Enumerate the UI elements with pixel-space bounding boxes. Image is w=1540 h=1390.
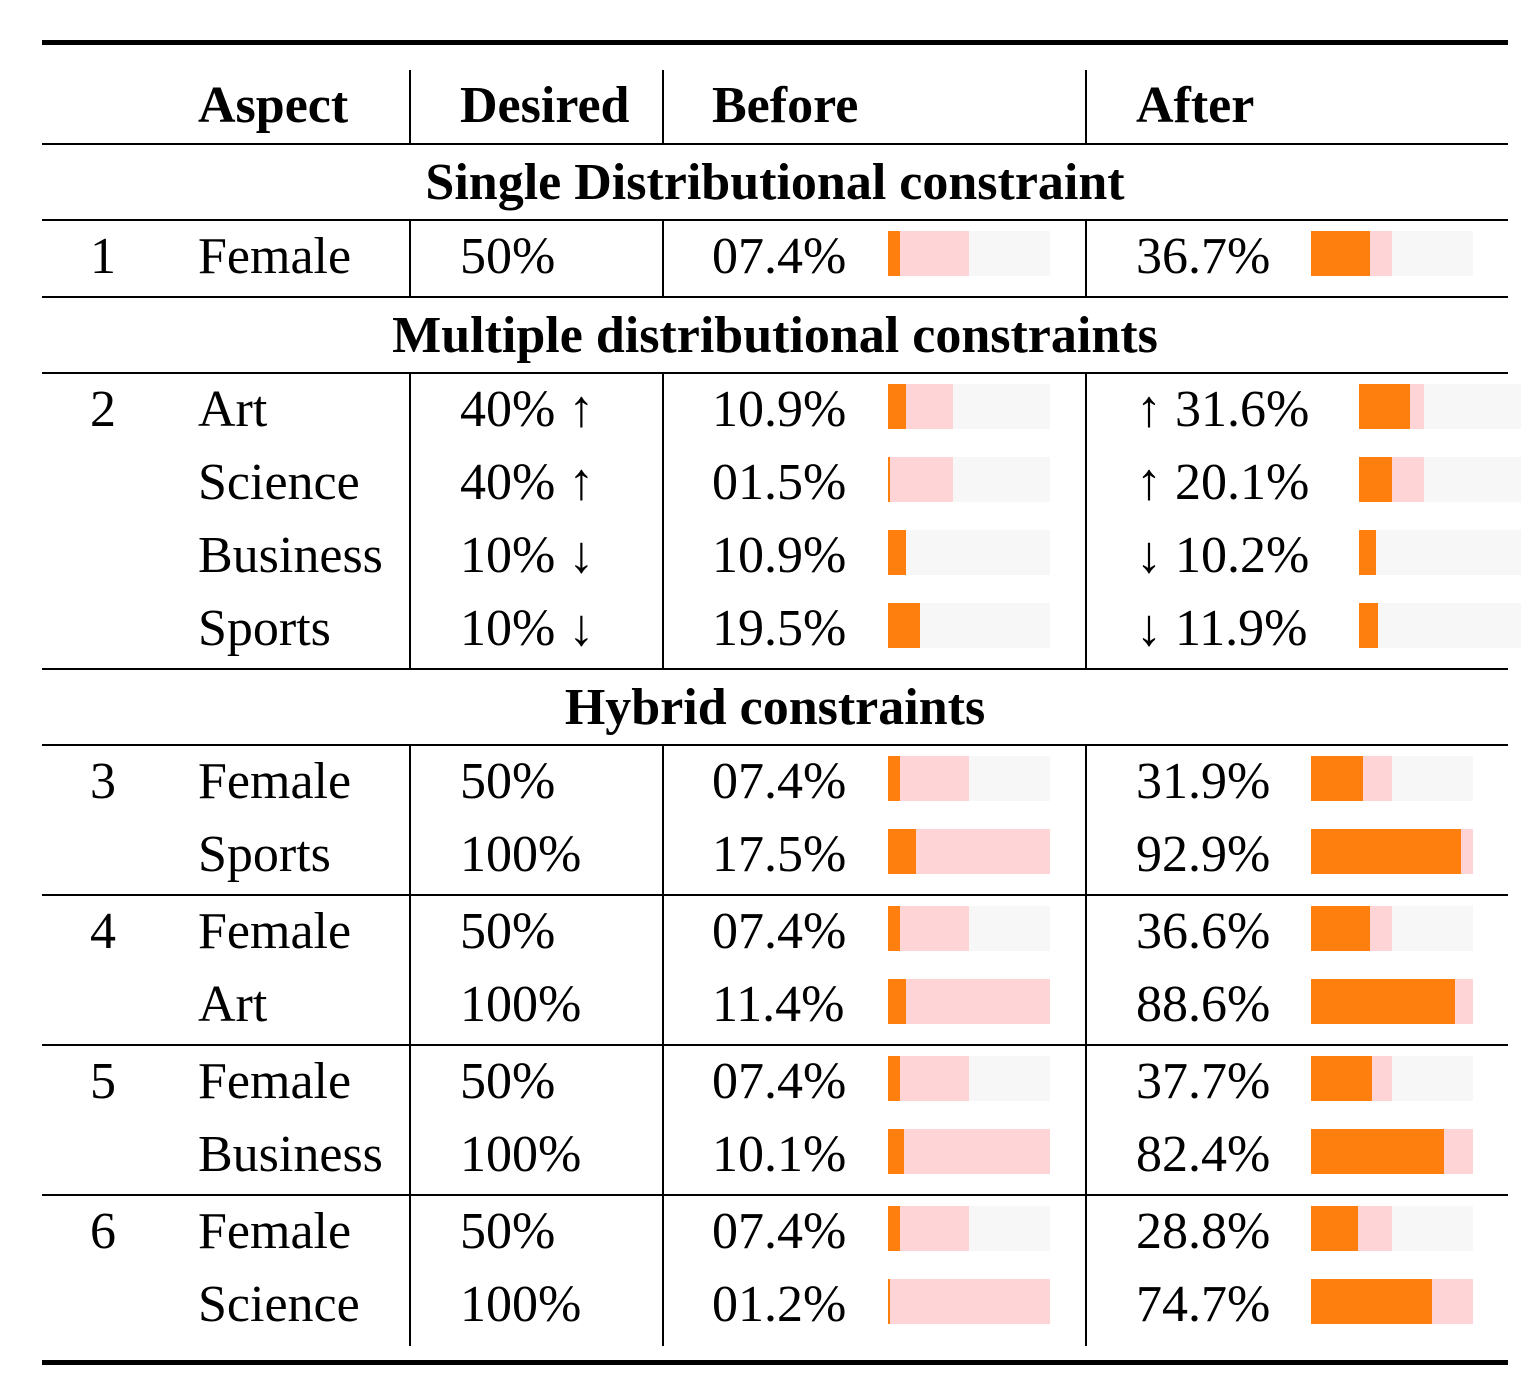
before-cell: 07.4% [712, 753, 847, 810]
after-cell: 37.7% [1136, 1053, 1271, 1110]
after-cell: 92.9% [1136, 826, 1271, 883]
aspect-cell: Female [198, 753, 352, 810]
before-bar-fill [888, 1129, 904, 1174]
after-bar-fill [1311, 231, 1370, 276]
before-bar-target [888, 979, 1050, 1024]
desired-cell: 10% ↓ [460, 527, 595, 584]
before-bar-target [888, 231, 969, 276]
after-bar-fill [1311, 906, 1370, 951]
before-cell: 11.4% [712, 976, 845, 1033]
after-bar-fill [1359, 457, 1392, 502]
after-bar-fill [1311, 979, 1455, 1024]
after-bar-fill [1359, 384, 1410, 429]
before-cell: 07.4% [712, 228, 847, 285]
header-before: Before [712, 77, 859, 134]
desired-cell: 100% [460, 1126, 582, 1183]
before-bar [888, 384, 1050, 429]
after-bar-fill [1311, 756, 1363, 801]
before-cell: 19.5% [712, 600, 847, 657]
before-bar [888, 1056, 1050, 1101]
after-bar [1359, 603, 1521, 648]
after-bar-fill [1311, 829, 1461, 874]
before-bar [888, 603, 1050, 648]
after-bar [1359, 530, 1521, 575]
aspect-cell: Art [198, 976, 268, 1033]
before-cell: 10.1% [712, 1126, 847, 1183]
after-bar [1311, 756, 1473, 801]
header-desired: Desired [460, 77, 630, 134]
col-divider [662, 221, 664, 298]
desired-cell: 50% [460, 903, 556, 960]
before-cell: 10.9% [712, 527, 847, 584]
after-bar-track [1359, 530, 1521, 575]
after-cell: 82.4% [1136, 1126, 1271, 1183]
desired-cell: 10% ↓ [460, 600, 595, 657]
after-cell: 31.9% [1136, 753, 1271, 810]
before-bar [888, 1279, 1050, 1324]
before-bar-fill [888, 979, 906, 1024]
after-bar [1311, 1279, 1473, 1324]
after-bar-fill [1359, 603, 1378, 648]
top-rule [42, 40, 1508, 45]
desired-cell: 100% [460, 826, 582, 883]
before-bar-fill [888, 1056, 900, 1101]
col-divider [1085, 374, 1087, 670]
after-bar-track [1359, 603, 1521, 648]
before-bar-fill [888, 756, 900, 801]
after-cell: 36.6% [1136, 903, 1271, 960]
before-bar-fill [888, 530, 906, 575]
before-bar [888, 457, 1050, 502]
desired-cell: 50% [460, 228, 556, 285]
group-rule [42, 1044, 1508, 1046]
row-group-id: 2 [90, 381, 116, 438]
before-bar-target [888, 1129, 1050, 1174]
aspect-cell: Female [198, 1053, 352, 1110]
aspect-cell: Business [198, 527, 383, 584]
after-cell: ↓ 11.9% [1136, 600, 1308, 657]
before-bar-target [888, 1279, 1050, 1324]
after-bar [1311, 1056, 1473, 1101]
col-divider [662, 1196, 664, 1346]
group-rule [42, 668, 1508, 670]
col-divider [409, 374, 411, 670]
after-bar [1311, 979, 1473, 1024]
section-title: Single Distributional constraint [425, 154, 1125, 211]
header-col-divider [662, 70, 664, 143]
after-bar [1311, 231, 1473, 276]
col-divider [1085, 1196, 1087, 1346]
aspect-cell: Female [198, 1203, 352, 1260]
after-bar [1311, 906, 1473, 951]
row-group-id: 1 [90, 228, 116, 285]
before-bar [888, 1206, 1050, 1251]
row-group-id: 3 [90, 753, 116, 810]
before-bar [888, 1129, 1050, 1174]
before-bar-track [888, 530, 1050, 575]
col-divider [662, 896, 664, 1046]
after-bar [1311, 829, 1473, 874]
before-bar [888, 829, 1050, 874]
before-bar-target [888, 457, 953, 502]
desired-cell: 40% ↑ [460, 454, 595, 511]
row-group-id: 5 [90, 1053, 116, 1110]
aspect-cell: Science [198, 1276, 360, 1333]
col-divider [1085, 221, 1087, 298]
desired-cell: 100% [460, 976, 582, 1033]
desired-cell: 100% [460, 1276, 582, 1333]
after-bar [1359, 384, 1521, 429]
before-bar-fill [888, 231, 900, 276]
col-divider [1085, 1046, 1087, 1196]
before-cell: 10.9% [712, 381, 847, 438]
aspect-cell: Art [198, 381, 268, 438]
desired-cell: 40% ↑ [460, 381, 595, 438]
col-divider [662, 374, 664, 670]
desired-cell: 50% [460, 1203, 556, 1260]
col-divider [409, 1046, 411, 1196]
after-cell: 28.8% [1136, 1203, 1271, 1260]
before-bar [888, 231, 1050, 276]
row-group-id: 4 [90, 903, 116, 960]
header-after: After [1136, 77, 1255, 134]
aspect-cell: Business [198, 1126, 383, 1183]
before-bar-fill [888, 603, 920, 648]
section-rule [42, 219, 1508, 221]
before-bar-target [888, 756, 969, 801]
after-cell: 36.7% [1136, 228, 1271, 285]
before-bar [888, 530, 1050, 575]
before-bar-target [888, 906, 969, 951]
section-rule [42, 744, 1508, 746]
col-divider [409, 221, 411, 298]
before-bar-target [888, 1206, 969, 1251]
before-bar-fill [888, 457, 890, 502]
group-rule [42, 1194, 1508, 1196]
before-bar-fill [888, 829, 916, 874]
desired-cell: 50% [460, 753, 556, 810]
after-bar-fill [1311, 1206, 1358, 1251]
before-bar-fill [888, 1206, 900, 1251]
header-col-divider [1085, 70, 1087, 143]
after-bar [1311, 1129, 1473, 1174]
col-divider [662, 746, 664, 896]
aspect-cell: Female [198, 903, 352, 960]
after-bar [1311, 1206, 1473, 1251]
after-bar-fill [1359, 530, 1376, 575]
before-cell: 01.5% [712, 454, 847, 511]
before-bar-fill [888, 906, 900, 951]
col-divider [1085, 746, 1087, 896]
section-title: Multiple distributional constraints [392, 307, 1158, 364]
before-bar [888, 906, 1050, 951]
header-aspect: Aspect [198, 77, 349, 134]
after-bar-fill [1311, 1056, 1372, 1101]
after-cell: 74.7% [1136, 1276, 1271, 1333]
group-rule [42, 296, 1508, 298]
col-divider [409, 1196, 411, 1346]
before-cell: 07.4% [712, 903, 847, 960]
before-bar-target [888, 1056, 969, 1101]
after-cell: ↑ 20.1% [1136, 454, 1310, 511]
aspect-cell: Female [198, 228, 352, 285]
col-divider [409, 746, 411, 896]
before-cell: 07.4% [712, 1053, 847, 1110]
after-bar-fill [1311, 1129, 1444, 1174]
after-bar-fill [1311, 1279, 1432, 1324]
row-group-id: 6 [90, 1203, 116, 1260]
before-bar [888, 756, 1050, 801]
aspect-cell: Sports [198, 826, 331, 883]
before-bar [888, 979, 1050, 1024]
after-cell: ↓ 10.2% [1136, 527, 1310, 584]
header-rule [42, 143, 1508, 145]
before-cell: 17.5% [712, 826, 847, 883]
desired-cell: 50% [460, 1053, 556, 1110]
header-col-divider [409, 70, 411, 143]
before-bar-fill [888, 1279, 890, 1324]
aspect-cell: Science [198, 454, 360, 511]
after-bar [1359, 457, 1521, 502]
after-cell: ↑ 31.6% [1136, 381, 1310, 438]
before-cell: 07.4% [712, 1203, 847, 1260]
after-cell: 88.6% [1136, 976, 1271, 1033]
col-divider [409, 896, 411, 1046]
section-rule [42, 372, 1508, 374]
col-divider [662, 1046, 664, 1196]
before-bar-fill [888, 384, 906, 429]
bottom-rule [42, 1360, 1508, 1365]
group-rule [42, 894, 1508, 896]
section-title: Hybrid constraints [564, 679, 986, 736]
before-cell: 01.2% [712, 1276, 847, 1333]
col-divider [1085, 896, 1087, 1046]
aspect-cell: Sports [198, 600, 331, 657]
